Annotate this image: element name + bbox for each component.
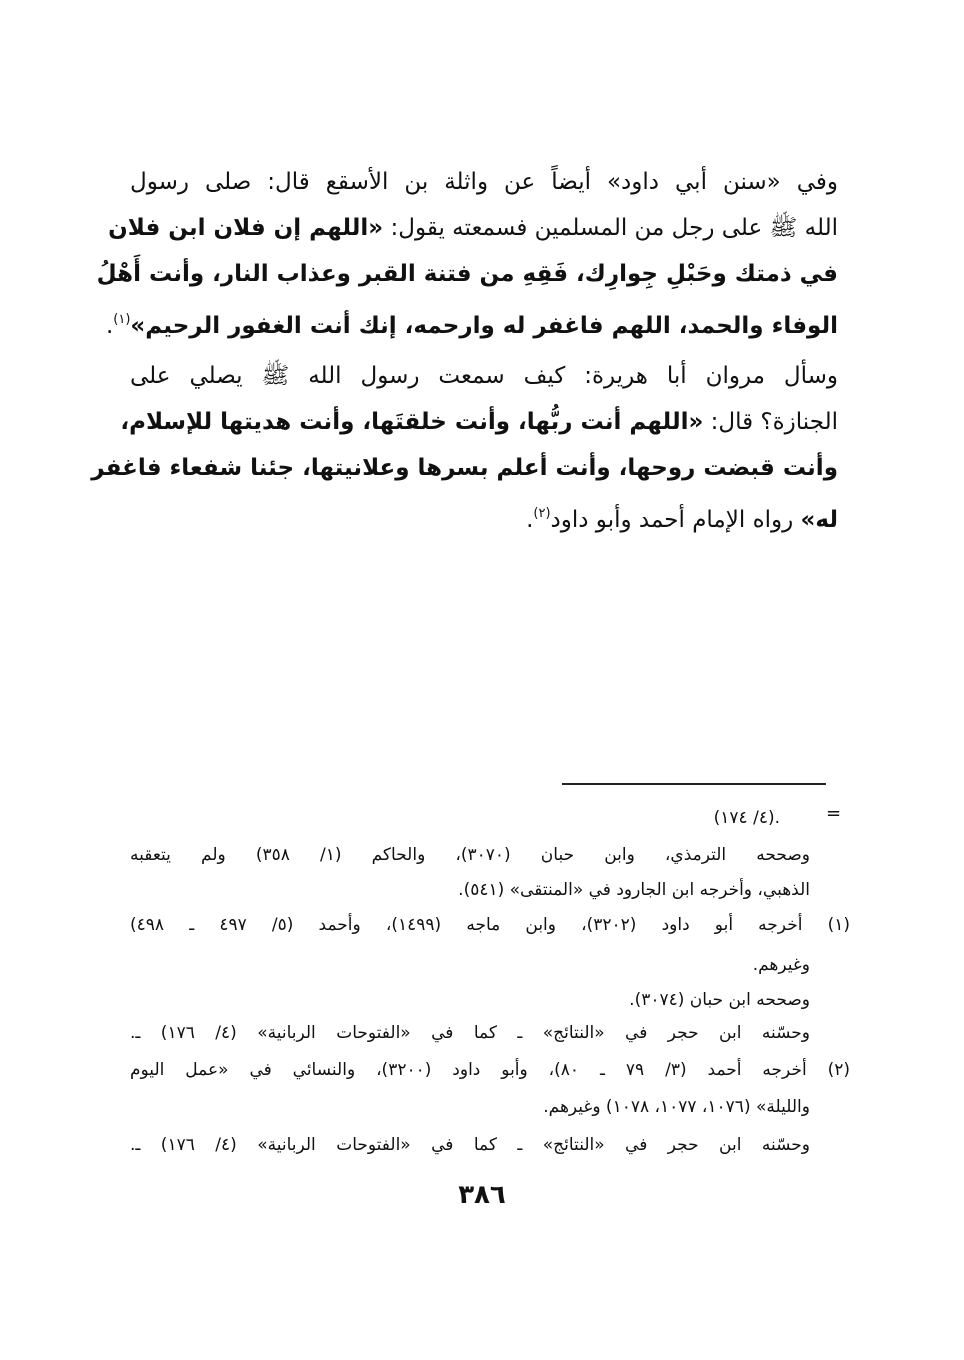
text-line <box>108 208 838 248</box>
footnote-text: (٢) أخرجه أحمد (٣/ ٧٩ ـ ٨٠)، وأبو داود (٣٢٠٠)، والنسائي في «عمل اليوم <box>130 1060 851 1080</box>
text-line <box>130 494 838 534</box>
footnote-line <box>130 875 810 905</box>
footnote-text: وغيرهم. <box>752 955 810 975</box>
footnote-text: وصححه الترمذي، وابن حبان (٣٠٧٠)، والحاكم (١/ ٣٥٨) ولم يتعقبه <box>130 845 810 865</box>
footnote-1-line <box>130 950 810 980</box>
footnote-text: وحسّنه ابن حجر في «النتائج» ـ كما في «الفتوحات الربانية» (٤/ ١٧٦) ـ. <box>130 1023 810 1043</box>
footnote-ref: (١) <box>113 312 131 327</box>
text-line <box>96 254 838 294</box>
hadith-text: «اللهم أنت ربُّها، وأنت خلقتَها، وأنت هديتها للإسلام، <box>120 409 704 435</box>
footnote-2-line <box>130 1055 850 1085</box>
footnote-separator <box>562 783 826 785</box>
footnote-1-line <box>130 1018 810 1048</box>
footnote-line <box>130 840 810 870</box>
footnote-text: الذهبي، وأخرجه ابن الجارود في «المنتقى» (٥٤١). <box>458 880 810 900</box>
text-line <box>120 402 838 442</box>
text-span: . <box>526 507 534 533</box>
hadith-text: الوفاء والحمد، اللهم فاغفر له وارحمه، إنك أنت الغفور الرحيم» <box>130 313 838 339</box>
text-line <box>105 300 838 340</box>
hadith-text: وأنت قبضت روحها، وأنت أعلم بسرها وعلانيتها، جئنا شفعاء فاغفر <box>91 455 838 481</box>
text-span: وسأل مروان أبا هريرة: كيف سمعت رسول الله ﷺ يصلي على <box>130 363 838 389</box>
footnote-text: .(٤/ ١٧٤) <box>713 808 780 828</box>
footnote-line <box>130 803 780 833</box>
text-span: الله ﷺ على رجل من المسلمين فسمعته يقول: <box>383 215 838 241</box>
footnote-text: (١) أخرجه أبو داود (٣٢٠٢)، وابن ماجه (١٤٩٩)، وأحمد (٥/ ٤٩٧ ـ ٤٩٨) <box>130 915 850 935</box>
footnote-text: وصححه ابن حبان (٣٠٧٤). <box>629 990 810 1010</box>
text-line <box>91 448 838 488</box>
hadith-text: «اللهم إن فلان ابن فلان <box>108 215 384 241</box>
text-line <box>130 162 838 202</box>
text-span: . <box>105 313 114 339</box>
continuation-marker: = <box>826 803 842 824</box>
footnote-2-line <box>130 1130 810 1160</box>
page-number: ٣٨٦ <box>458 1180 506 1210</box>
hadith-text: في ذمتك وحَبْلِ جِوارِك، فَقِهِ من فتنة القبر وعذاب النار، وأنت أَهْلُ <box>96 261 838 287</box>
footnote-text: وحسّنه ابن حجر في «النتائج» ـ كما في «الفتوحات الربانية» (٤/ ١٧٦) ـ. <box>130 1135 810 1155</box>
text-line <box>130 356 838 396</box>
footnote-text: والليلة» (١٠٧٦، ١٠٧٧، ١٠٧٨) وغيرهم. <box>543 1097 810 1117</box>
footnote-1-line <box>130 910 850 940</box>
footnote-1-line <box>130 985 810 1015</box>
text-span: وفي «سنن أبي داود» أيضاً عن واثلة بن الأسقع قال: صلى رسول <box>130 169 838 195</box>
footnote-ref: (٢) <box>533 506 551 521</box>
text-span: الجنازة؟ قال: <box>703 409 838 435</box>
text-span: رواه الإمام أحمد وأبو داود <box>550 507 801 533</box>
hadith-text: له» <box>800 507 838 533</box>
footnote-2-line <box>130 1092 810 1122</box>
